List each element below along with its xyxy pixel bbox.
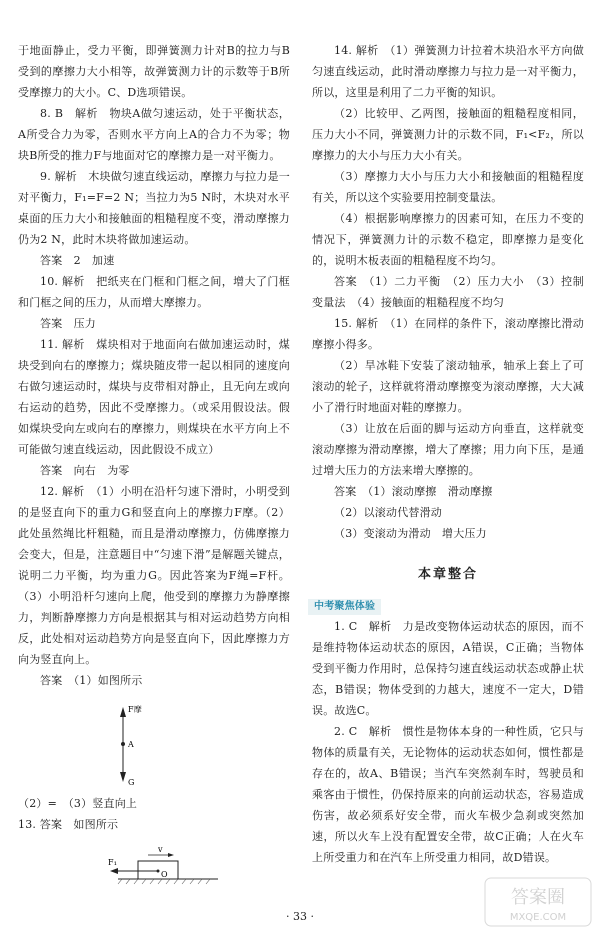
right-column-paragraph: 答案 （1）二力平衡 （2）压力大小 （3）控制变量法 （4）接触面的粗糙程度不均匀	[312, 275, 584, 309]
ground-hatch	[118, 879, 210, 884]
label-o: O	[161, 870, 168, 879]
left-column-paragraph: 8. B 解析 物块A做匀速运动，处于平衡状态，A所受合力为零，否则水平方向上A的合力不为零；物块B所受的推力F与地面对它的摩擦力是一对平衡力。	[18, 107, 290, 162]
left-answer-list	[18, 40, 290, 691]
left-column-paragraph: 答案 向右 为零	[40, 464, 130, 477]
force-diagram-12	[18, 697, 290, 787]
right-column-paragraph: （2）以滚动代替滑动	[334, 506, 442, 519]
watermark-url: MXQE.COM	[509, 912, 567, 923]
right-tail-paragraph: 2. C 解析 惯性是物体本身的一种性质，它只与物体的质量有关，无论物体的运动状态如何，惯性都是存在的，故A、B错误；当汽车突然刹车时，驾驶员和乘客由于惯性，仍保持原来的向前运动状态，容易造成伤害，故必须系好安全带，而火车极少急刹或突然加速，所以火车上没有配置安全带，故C正确；人在火车上所受重力和在汽车上所受重力相同，故D错误。	[312, 725, 584, 864]
label-gravity: G	[128, 778, 135, 787]
left-tail-list	[18, 793, 290, 835]
right-column-paragraph: （4）根据影响摩擦力的因素可知，在压力不变的情况下，弹簧测力计的示数不稳定，即摩擦力是变化的，说明木板表面的粗糙程度不均匀。	[312, 212, 584, 267]
left-arrow-icon	[110, 868, 118, 874]
section-title: 本章整合	[417, 567, 478, 582]
right-column-paragraph: （2）旱冰鞋下安装了滚动轴承，轴承上套上了可滚动的轮子，这样就将滑动摩擦变为滚动摩擦，大大减小了滑行时地面对鞋的摩擦力。	[312, 359, 584, 414]
force-diagram-13-svg	[98, 841, 238, 901]
page-number: · 33 ·	[286, 910, 314, 923]
right-column-paragraph: （3）变滚动为滑动 增大压力	[334, 527, 487, 540]
left-column-paragraph: 12. 解析 （1）小明在沿杆匀速下滑时，小明受到的是竖直向下的重力G和竖直向上的摩擦力F摩。（2）此处虽然绳比杆粗糙，而且是滑动摩擦力，仿佛摩擦力会变大，但是，注意题目中“匀速下滑”是解题关键点，说明二力平衡，均为重力G。因此答案为F绳=F杆。（3）小明沿杆匀速向上爬，他受到的摩擦力为静摩擦力，判断静摩擦力方向是根据其与相对运动趋势方向相反，此处相对运动趋势方向是竖直向下，因此摩擦力方向为竖直向上。	[18, 485, 290, 666]
label-a: A	[128, 740, 134, 749]
left-column-paragraph: 答案 压力	[40, 317, 96, 330]
down-arrow-icon	[120, 772, 126, 782]
right-column-paragraph: 答案 （1）滚动摩擦 滑动摩擦	[334, 485, 493, 498]
left-column-paragraph: 于地面静止，受力平衡，即弹簧测力计对B的拉力与B受到的摩擦力大小相等，故弹簧测力计的示数等于B所受摩擦力的大小。C、D选项错误。	[18, 44, 290, 99]
watermark-logo	[484, 877, 592, 927]
label-f1: F₁	[108, 858, 118, 867]
point-a	[121, 742, 125, 746]
section-tag: 中考聚焦体验	[308, 599, 381, 615]
right-column-paragraph: 14. 解析 （1）弹簧测力计拉着木块沿水平方向做匀速直线运动，此时滑动摩擦力与拉力是一对平衡力，所以，这里是利用了二力平衡的知识。	[312, 44, 584, 99]
left-column	[18, 40, 290, 907]
force-diagram-13	[98, 841, 290, 901]
left-column-paragraph: 答案 （1）如图所示	[40, 674, 143, 687]
right-arrow-icon	[168, 853, 174, 857]
left-tail-paragraph: （2）= （3）竖直向上	[18, 797, 138, 810]
force-diagram-12-svg	[18, 697, 142, 787]
left-column-paragraph: 11. 解析 煤块相对于地面向右做加速运动时，煤块受到向右的摩擦力；煤块随皮带一起以相同的速度向右做匀速运动时，煤块与皮带相对静止，且无向左或向右运动的趋势，因此不受摩擦力。（或采用假设法。假如煤块受向左或向右的摩擦力，则煤块在水平方向上不可能做匀速直线运动，因此假设不成立）	[18, 338, 290, 456]
right-tail-list	[312, 616, 584, 868]
up-arrow-icon	[120, 707, 126, 717]
right-column	[312, 40, 584, 868]
right-column-paragraph: （3）让放在后面的脚与运动方向垂直，这样就变滚动摩擦为滑动摩擦，增大了摩擦；用力向下压，是通过增大压力的方法来增大摩擦的。	[312, 422, 584, 477]
point-o	[157, 870, 160, 873]
label-v: v	[158, 845, 163, 854]
left-column-paragraph: 9. 解析 木块做匀速直线运动，摩擦力与拉力是一对平衡力，F₁=F=2 N；当拉力为5 N时，木块对水平桌面的压力大小和接触面的粗糙程度不变，滑动摩擦力仍为2 N，此时木块将做加速运动。	[18, 170, 290, 246]
right-column-paragraph: （3）摩擦力大小与压力大小和接触面的粗糙程度有关，所以这个实验要用控制变量法。	[312, 170, 584, 204]
label-friction: F摩	[128, 705, 142, 714]
watermark-svg	[484, 877, 592, 927]
left-column-paragraph: 10. 解析 把纸夹在门框和门框之间，增大了门框和门框之间的压力，从而增大摩擦力。	[18, 275, 290, 309]
right-column-paragraph: （2）比较甲、乙两图，接触面的粗糙程度相同，压力大小不同，弹簧测力计的示数不同，F₁<F₂，所以摩擦力的大小与压力大小有关。	[312, 107, 584, 162]
watermark-text: 答案圈	[511, 887, 565, 908]
right-column-paragraph: 15. 解析 （1）在同样的条件下，滚动摩擦比滑动摩擦小得多。	[312, 317, 584, 351]
left-column-paragraph: 答案 2 加速	[40, 254, 115, 267]
left-tail-paragraph: 13. 答案 如图所示	[18, 818, 119, 831]
right-answer-list	[312, 40, 584, 544]
right-tail-paragraph: 1. C 解析 力是改变物体运动状态的原因，而不是维持物体运动状态的原因，A错误，C正确；当物体受到平衡力作用时，总保持匀速直线运动状态或静止状态，B错误；物体受到的力越大，速度不一定大，D错误。故选C。	[312, 620, 584, 717]
